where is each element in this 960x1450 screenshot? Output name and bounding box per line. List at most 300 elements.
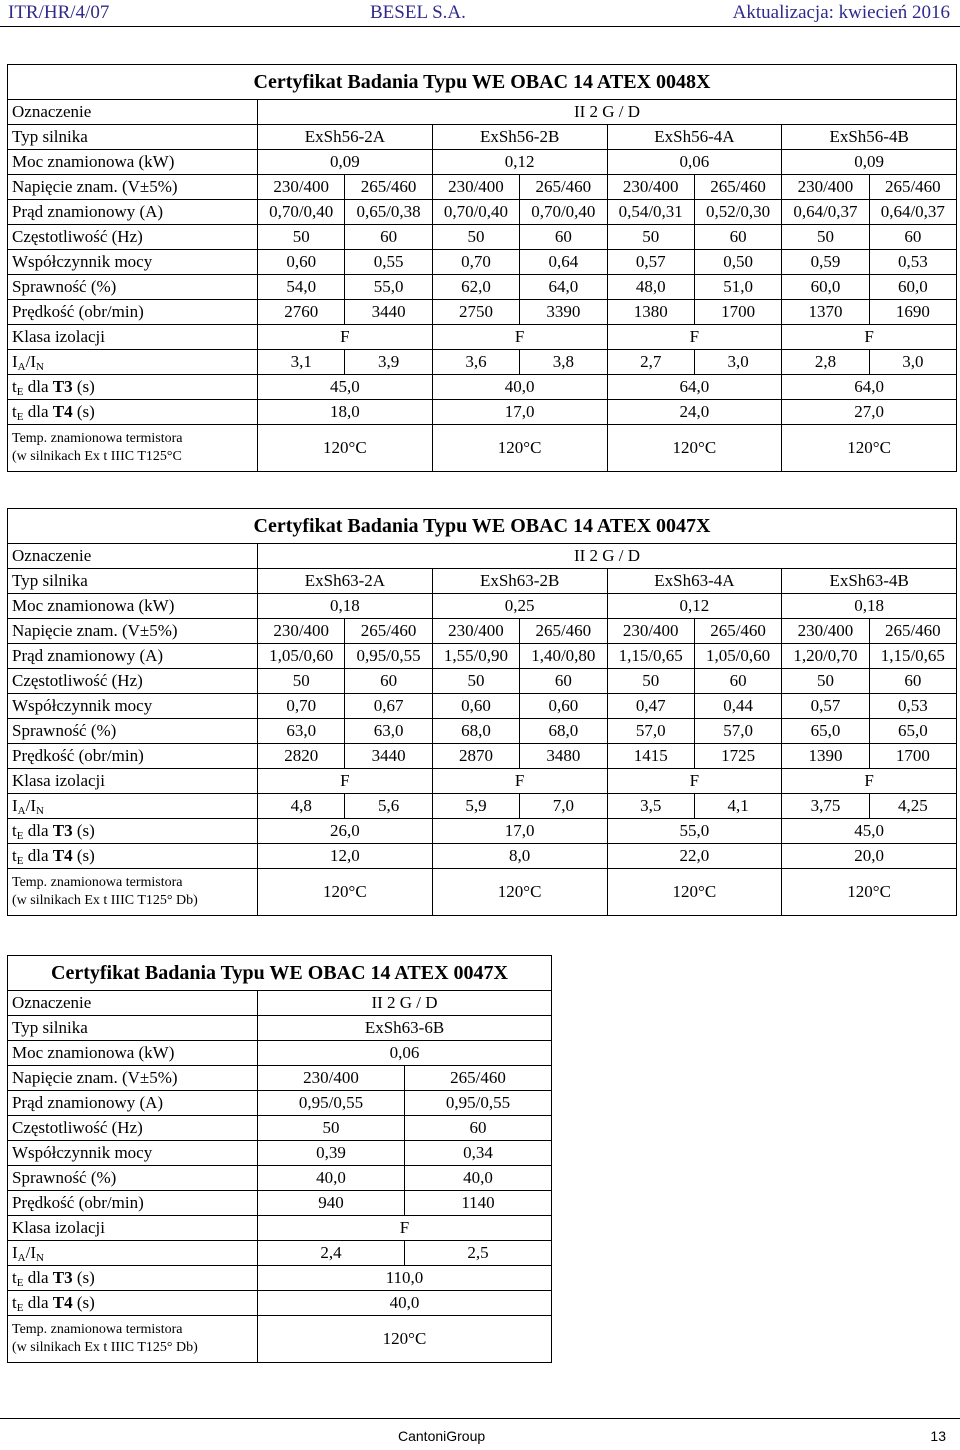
cell: 2,4: [258, 1241, 405, 1266]
te-class-t4: T4: [52, 846, 73, 865]
cell: 2,5: [405, 1241, 552, 1266]
cell: 12,0: [258, 844, 433, 869]
label-czestotliwosc: Częstotliwość (Hz): [8, 669, 258, 694]
temp-label-line1: Temp. znamionowa termistora: [12, 431, 183, 446]
cell: ExSh63-2B: [432, 569, 607, 594]
label-wspolczynnik: Współczynnik mocy: [8, 694, 258, 719]
label-predkosc: Prędkość (obr/min): [8, 1191, 258, 1216]
cell: 120°C: [258, 869, 433, 916]
cell: 0,39: [258, 1141, 405, 1166]
label-sprawnosc: Sprawność (%): [8, 1166, 258, 1191]
label-napiecie: Napięcie znam. (V±5%): [8, 619, 258, 644]
cell: 3440: [345, 300, 432, 325]
cell: 22,0: [607, 844, 782, 869]
cell: 230/400: [432, 619, 519, 644]
cell: 4,25: [869, 794, 956, 819]
cell: 40,0: [258, 1166, 405, 1191]
label-moc: Moc znamionowa (kW): [8, 150, 258, 175]
cell: 3390: [520, 300, 607, 325]
cell: 230/400: [258, 175, 345, 200]
te-dla: dla: [23, 1268, 53, 1287]
cell: 64,0: [607, 375, 782, 400]
cell: 1370: [782, 300, 869, 325]
ia-i: I: [12, 796, 18, 815]
te-dla: dla: [23, 1293, 53, 1312]
row-temp: [8, 869, 957, 916]
cell: 1,20/0,70: [782, 644, 869, 669]
row-czestotliwosc: [8, 1116, 552, 1141]
ia-sub-a: A: [17, 805, 26, 817]
certificate-title: Certyfikat Badania Typu WE OBAC 14 ATEX 0047X: [8, 956, 552, 991]
cell: 0,47: [607, 694, 694, 719]
cell: 120°C: [607, 869, 782, 916]
cell: 57,0: [607, 719, 694, 744]
cell: 0,95/0,55: [405, 1091, 552, 1116]
cell: 48,0: [607, 275, 694, 300]
label-te-t3: [8, 1266, 258, 1291]
cell: 51,0: [694, 275, 781, 300]
label-napiecie: Napięcie znam. (V±5%): [8, 1066, 258, 1091]
cell: 120°C: [782, 425, 957, 472]
cell: 0,53: [869, 250, 956, 275]
label-typ: Typ silnika: [8, 1016, 258, 1041]
cell: 265/460: [520, 175, 607, 200]
cell: 0,09: [258, 150, 433, 175]
te-sub: E: [16, 386, 24, 398]
te-dla: dla: [23, 402, 53, 421]
cell: 1690: [869, 300, 956, 325]
te-unit: (s): [72, 1268, 95, 1287]
cell: 230/400: [258, 619, 345, 644]
te-unit: (s): [72, 1293, 95, 1312]
cell: 1380: [607, 300, 694, 325]
ia-sep: /I: [25, 796, 37, 815]
cell: 60: [345, 669, 432, 694]
row-wspolczynnik: [8, 1141, 552, 1166]
cell: 0,95/0,55: [345, 644, 432, 669]
label-klasa: Klasa izolacji: [8, 1216, 258, 1241]
cell: 55,0: [345, 275, 432, 300]
cell: 60: [520, 669, 607, 694]
cell: 60,0: [869, 275, 956, 300]
cell: 3,6: [432, 350, 519, 375]
temp-label-line2: (w silnikach Ex t IIIC T125° Db): [12, 893, 198, 908]
cell: 0,60: [258, 250, 345, 275]
cell: 265/460: [405, 1066, 552, 1091]
cell: 0,12: [432, 150, 607, 175]
ia-sub-a: A: [17, 1252, 26, 1264]
te-t: t: [12, 821, 17, 840]
row-klasa: [8, 769, 957, 794]
cell: 65,0: [869, 719, 956, 744]
label-oznaczenie: Oznaczenie: [8, 100, 258, 125]
te-class-t3: T3: [52, 377, 73, 396]
cell: 2820: [258, 744, 345, 769]
cell: 3,8: [520, 350, 607, 375]
cell: 7,0: [520, 794, 607, 819]
cell: 0,55: [345, 250, 432, 275]
footer-company: CantoniGroup: [398, 1428, 486, 1444]
ia-sub-n: N: [36, 1252, 44, 1264]
cell: 40,0: [405, 1166, 552, 1191]
te-unit: (s): [72, 402, 95, 421]
cell: 0,53: [869, 694, 956, 719]
row-prad: [8, 1091, 552, 1116]
cell: 1,40/0,80: [520, 644, 607, 669]
cell: 0,64/0,37: [869, 200, 956, 225]
cell: 0,59: [782, 250, 869, 275]
cell: 230/400: [607, 619, 694, 644]
cell: 1140: [405, 1191, 552, 1216]
label-typ: Typ silnika: [8, 125, 258, 150]
row-klasa: [8, 325, 957, 350]
cell: 1700: [694, 300, 781, 325]
te-class-t4: T4: [52, 402, 73, 421]
row-temp: [8, 425, 957, 472]
label-prad: Prąd znamionowy (A): [8, 200, 258, 225]
cell: F: [258, 325, 433, 350]
cell: 230/400: [782, 175, 869, 200]
label-ia-in: [8, 1241, 258, 1266]
label-napiecie: Napięcie znam. (V±5%): [8, 175, 258, 200]
te-sub: E: [16, 411, 24, 423]
cell: 0,70: [258, 694, 345, 719]
spec-table-2: [7, 508, 957, 916]
cell: 2870: [432, 744, 519, 769]
ia-i: I: [12, 1243, 18, 1262]
label-temp: [8, 869, 258, 916]
label-moc: Moc znamionowa (kW): [8, 1041, 258, 1066]
cell: 0,12: [607, 594, 782, 619]
page-number: 13: [930, 1428, 946, 1444]
cell: 50: [432, 225, 519, 250]
cell: 4,8: [258, 794, 345, 819]
row-te-t4: [8, 400, 957, 425]
cell: 3,0: [869, 350, 956, 375]
cell: 3,5: [607, 794, 694, 819]
cell: 265/460: [694, 175, 781, 200]
row-sprawnosc: [8, 719, 957, 744]
cell: 64,0: [782, 375, 957, 400]
cell: 1390: [782, 744, 869, 769]
label-predkosc: Prędkość (obr/min): [8, 300, 258, 325]
cell: ExSh63-4B: [782, 569, 957, 594]
temp-label-line2: (w silnikach Ex t IIIC T125° Db): [12, 1340, 198, 1355]
row-sprawnosc: [8, 275, 957, 300]
cell: F: [782, 325, 957, 350]
cell: 1,15/0,65: [607, 644, 694, 669]
cell: 50: [258, 1116, 405, 1141]
row-oznaczenie: [8, 991, 552, 1016]
cell: 27,0: [782, 400, 957, 425]
cell: 50: [258, 225, 345, 250]
cell: 0,65/0,38: [345, 200, 432, 225]
cell: 40,0: [432, 375, 607, 400]
row-wspolczynnik: [8, 250, 957, 275]
te-class-t4: T4: [52, 1293, 73, 1312]
label-klasa: Klasa izolacji: [8, 325, 258, 350]
cell: 0,57: [607, 250, 694, 275]
label-te-t3: [8, 375, 258, 400]
spec-table-3: [7, 955, 552, 1363]
cell: 45,0: [258, 375, 433, 400]
row-te-t3: [8, 1266, 552, 1291]
row-moc: [8, 1041, 552, 1066]
temp-label-line2: (w silnikach Ex t IIIC T125°C: [12, 449, 182, 464]
row-napiecie: [8, 619, 957, 644]
value-oznaczenie: II 2 G / D: [258, 991, 552, 1016]
cell: 0,70: [432, 250, 519, 275]
te-sub: E: [16, 830, 24, 842]
cell: 60: [869, 225, 956, 250]
cell: 0,44: [694, 694, 781, 719]
cell: 0,50: [694, 250, 781, 275]
row-wspolczynnik: [8, 694, 957, 719]
cell: 3480: [520, 744, 607, 769]
label-prad: Prąd znamionowy (A): [8, 644, 258, 669]
cell: ExSh56-2A: [258, 125, 433, 150]
cell: 265/460: [869, 175, 956, 200]
cell: 55,0: [607, 819, 782, 844]
cell: 3,1: [258, 350, 345, 375]
cell: 120°C: [432, 869, 607, 916]
cell: 8,0: [432, 844, 607, 869]
label-predkosc: Prędkość (obr/min): [8, 744, 258, 769]
cell: 265/460: [694, 619, 781, 644]
label-czestotliwosc: Częstotliwość (Hz): [8, 225, 258, 250]
cell: F: [258, 769, 433, 794]
label-ia-in: [8, 794, 258, 819]
cell: ExSh63-4A: [607, 569, 782, 594]
row-moc: [8, 594, 957, 619]
label-ia-in: [8, 350, 258, 375]
cell: 120°C: [258, 1316, 552, 1363]
cell: 2750: [432, 300, 519, 325]
label-sprawnosc: Sprawność (%): [8, 275, 258, 300]
row-prad: [8, 200, 957, 225]
row-ia-in: [8, 1241, 552, 1266]
cell: 120°C: [782, 869, 957, 916]
certificate-title: Certyfikat Badania Typu WE OBAC 14 ATEX 0048X: [8, 65, 957, 100]
ia-sep: /I: [25, 1243, 37, 1262]
row-czestotliwosc: [8, 669, 957, 694]
cell: 265/460: [520, 619, 607, 644]
cell: 50: [432, 669, 519, 694]
row-predkosc: [8, 744, 957, 769]
ia-sub-n: N: [36, 361, 44, 373]
footer-rule: [0, 1418, 960, 1419]
cell: 60,0: [782, 275, 869, 300]
row-typ: [8, 1016, 552, 1041]
label-typ: Typ silnika: [8, 569, 258, 594]
cell: 0,06: [258, 1041, 552, 1066]
label-temp: [8, 425, 258, 472]
cell: 230/400: [432, 175, 519, 200]
update-date: Aktualizacja: kwiecień 2016: [732, 2, 950, 23]
cell: 60: [694, 669, 781, 694]
cell: 0,54/0,31: [607, 200, 694, 225]
cell: 63,0: [258, 719, 345, 744]
certificate-title: Certyfikat Badania Typu WE OBAC 14 ATEX 0047X: [8, 509, 957, 544]
row-te-t4: [8, 844, 957, 869]
row-sprawnosc: [8, 1166, 552, 1191]
row-klasa: [8, 1216, 552, 1241]
row-predkosc: [8, 1191, 552, 1216]
cell: 60: [869, 669, 956, 694]
cell: 45,0: [782, 819, 957, 844]
cell: 0,60: [520, 694, 607, 719]
cell: F: [258, 1216, 552, 1241]
te-t: t: [12, 402, 17, 421]
cell: 110,0: [258, 1266, 552, 1291]
cell: 1,05/0,60: [694, 644, 781, 669]
cell: ExSh56-4A: [607, 125, 782, 150]
cell: 0,06: [607, 150, 782, 175]
cell: 265/460: [869, 619, 956, 644]
te-t: t: [12, 1268, 17, 1287]
row-temp: [8, 1316, 552, 1363]
te-sub: E: [16, 1302, 24, 1314]
cell: 18,0: [258, 400, 433, 425]
row-typ: [8, 125, 957, 150]
cell: 0,64/0,37: [782, 200, 869, 225]
cell: 60: [520, 225, 607, 250]
cell: F: [607, 769, 782, 794]
cell: 17,0: [432, 819, 607, 844]
cell: 265/460: [345, 619, 432, 644]
cell: 5,6: [345, 794, 432, 819]
cell: 50: [258, 669, 345, 694]
label-oznaczenie: Oznaczenie: [8, 991, 258, 1016]
cell: F: [782, 769, 957, 794]
cell: ExSh63-6B: [258, 1016, 552, 1041]
document-code: ITR/HR/4/07: [8, 2, 110, 23]
spec-table-1: [7, 64, 957, 472]
cell: 0,70/0,40: [520, 200, 607, 225]
row-te-t4: [8, 1291, 552, 1316]
row-ia-in: [8, 350, 957, 375]
label-klasa: Klasa izolacji: [8, 769, 258, 794]
row-czestotliwosc: [8, 225, 957, 250]
cell: 60: [345, 225, 432, 250]
cell: 0,18: [782, 594, 957, 619]
label-te-t3: [8, 819, 258, 844]
cell: ExSh56-2B: [432, 125, 607, 150]
cell: 50: [607, 225, 694, 250]
cell: 60: [694, 225, 781, 250]
te-t: t: [12, 377, 17, 396]
cell: 40,0: [258, 1291, 552, 1316]
cell: 50: [782, 225, 869, 250]
cell: 1,55/0,90: [432, 644, 519, 669]
row-predkosc: [8, 300, 957, 325]
page-footer: [0, 1418, 960, 1450]
cell: 24,0: [607, 400, 782, 425]
label-oznaczenie: Oznaczenie: [8, 544, 258, 569]
cell: 230/400: [607, 175, 694, 200]
row-prad: [8, 644, 957, 669]
cell: F: [432, 325, 607, 350]
cell: 54,0: [258, 275, 345, 300]
label-moc: Moc znamionowa (kW): [8, 594, 258, 619]
cell: 940: [258, 1191, 405, 1216]
cell: F: [432, 769, 607, 794]
cell: 265/460: [345, 175, 432, 200]
cell: 0,25: [432, 594, 607, 619]
te-unit: (s): [72, 821, 95, 840]
cell: 3440: [345, 744, 432, 769]
te-sub: E: [16, 1277, 24, 1289]
label-te-t4: [8, 400, 258, 425]
cell: ExSh56-4B: [782, 125, 957, 150]
cell: 4,1: [694, 794, 781, 819]
cell: 0,95/0,55: [258, 1091, 405, 1116]
company-name: BESEL S.A.: [370, 2, 466, 23]
row-napiecie: [8, 1066, 552, 1091]
te-class-t3: T3: [52, 821, 73, 840]
te-t: t: [12, 846, 17, 865]
row-moc: [8, 150, 957, 175]
cell: 0,60: [432, 694, 519, 719]
cell: 120°C: [432, 425, 607, 472]
row-typ: [8, 569, 957, 594]
row-te-t3: [8, 375, 957, 400]
label-te-t4: [8, 1291, 258, 1316]
cell: 62,0: [432, 275, 519, 300]
temp-label-line1: Temp. znamionowa termistora: [12, 875, 183, 890]
ia-i: I: [12, 352, 18, 371]
cell: 120°C: [258, 425, 433, 472]
cell: 5,9: [432, 794, 519, 819]
row-te-t3: [8, 819, 957, 844]
label-czestotliwosc: Częstotliwość (Hz): [8, 1116, 258, 1141]
cell: 1725: [694, 744, 781, 769]
te-unit: (s): [72, 377, 95, 396]
label-wspolczynnik: Współczynnik mocy: [8, 250, 258, 275]
cell: 57,0: [694, 719, 781, 744]
te-dla: dla: [23, 846, 53, 865]
cell: 120°C: [607, 425, 782, 472]
cell: ExSh63-2A: [258, 569, 433, 594]
cell: 50: [607, 669, 694, 694]
ia-sub-n: N: [36, 805, 44, 817]
cell: 17,0: [432, 400, 607, 425]
cell: 68,0: [520, 719, 607, 744]
cell: 0,34: [405, 1141, 552, 1166]
header-rule: [0, 26, 960, 27]
cell: 20,0: [782, 844, 957, 869]
cell: 0,70/0,40: [432, 200, 519, 225]
cell: 230/400: [258, 1066, 405, 1091]
label-temp: [8, 1316, 258, 1363]
row-ia-in: [8, 794, 957, 819]
te-unit: (s): [72, 846, 95, 865]
label-sprawnosc: Sprawność (%): [8, 719, 258, 744]
cell: 3,75: [782, 794, 869, 819]
cell: 0,70/0,40: [258, 200, 345, 225]
cell: 63,0: [345, 719, 432, 744]
te-sub: E: [16, 855, 24, 867]
cell: 60: [405, 1116, 552, 1141]
label-te-t4: [8, 844, 258, 869]
row-napiecie: [8, 175, 957, 200]
cell: 26,0: [258, 819, 433, 844]
cell: 65,0: [782, 719, 869, 744]
value-oznaczenie: II 2 G / D: [258, 100, 957, 125]
cell: 1415: [607, 744, 694, 769]
temp-label-line1: Temp. znamionowa termistora: [12, 1322, 183, 1337]
ia-sub-a: A: [17, 361, 26, 373]
